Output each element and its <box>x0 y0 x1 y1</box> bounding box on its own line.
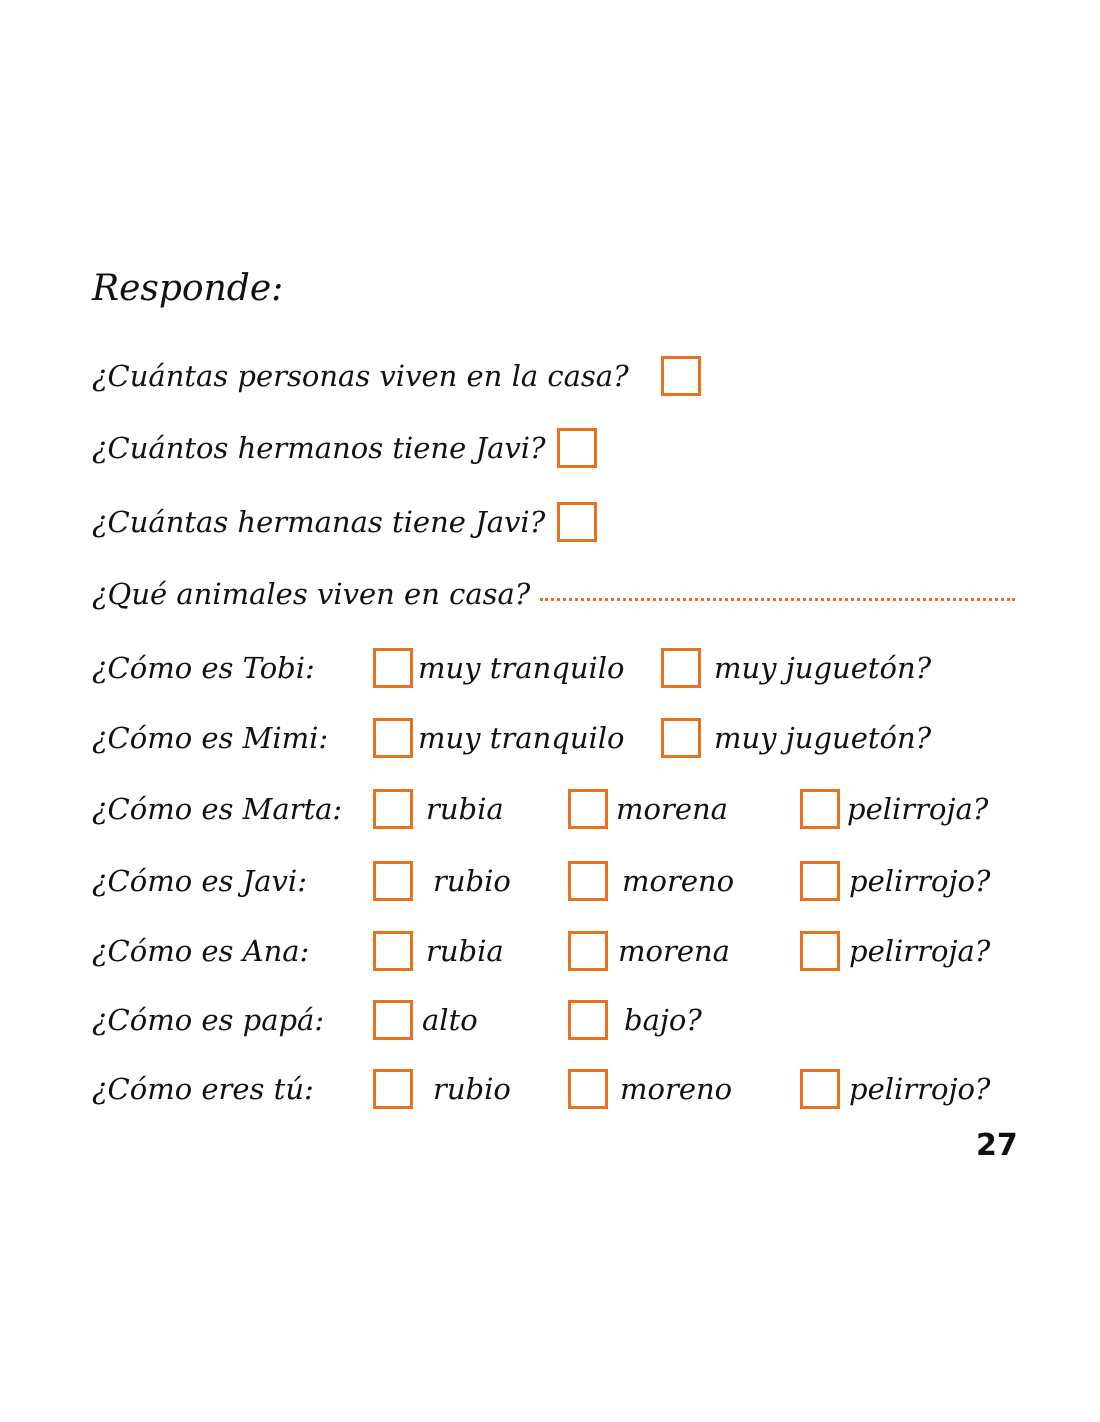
checkbox-ana-1[interactable] <box>373 931 413 971</box>
checkbox-papa-2[interactable] <box>568 1000 608 1040</box>
option-label-papa-2: bajo? <box>624 1003 702 1037</box>
question-animals: ¿Qué animales viven en casa? <box>92 577 531 611</box>
option-label-tu-3: pelirrojo? <box>849 1072 991 1106</box>
option-label-ana-3: pelirroja? <box>849 934 991 968</box>
checkbox-tobi-1[interactable] <box>373 648 413 688</box>
option-label-javi-1: rubio <box>433 864 511 898</box>
checkbox-papa-1[interactable] <box>373 1000 413 1040</box>
checkbox-javi-1[interactable] <box>373 861 413 901</box>
option-label-tu-1: rubio <box>433 1072 511 1106</box>
answer-box-brothers-count[interactable] <box>557 428 597 468</box>
checkbox-tu-2[interactable] <box>568 1069 608 1109</box>
option-label-marta-3: pelirroja? <box>847 792 989 826</box>
question-tu: ¿Cómo eres tú: <box>92 1072 314 1106</box>
checkbox-ana-2[interactable] <box>568 931 608 971</box>
checkbox-tu-3[interactable] <box>800 1069 840 1109</box>
checkbox-mimi-1[interactable] <box>373 718 413 758</box>
question-marta: ¿Cómo es Marta: <box>92 792 343 826</box>
option-label-marta-2: morena <box>616 792 728 826</box>
checkbox-mimi-2[interactable] <box>661 718 701 758</box>
checkbox-javi-3[interactable] <box>800 861 840 901</box>
option-label-marta-1: rubia <box>426 792 504 826</box>
page-number: 27 <box>976 1128 1018 1163</box>
question-people-count: ¿Cuántas personas viven en la casa? <box>92 359 629 393</box>
answer-box-sisters-count[interactable] <box>557 502 597 542</box>
question-javi: ¿Cómo es Javi: <box>92 864 307 898</box>
checkbox-tu-1[interactable] <box>373 1069 413 1109</box>
question-tobi: ¿Cómo es Tobi: <box>92 651 315 685</box>
checkbox-marta-3[interactable] <box>800 789 840 829</box>
question-mimi: ¿Cómo es Mimi: <box>92 721 329 755</box>
option-label-javi-3: pelirrojo? <box>849 864 991 898</box>
option-label-tobi-1: muy tranquilo <box>418 651 625 685</box>
option-label-tu-2: moreno <box>620 1072 733 1106</box>
checkbox-marta-2[interactable] <box>568 789 608 829</box>
option-label-tobi-2: muy juguetón? <box>714 651 932 685</box>
option-label-ana-2: morena <box>618 934 730 968</box>
checkbox-ana-3[interactable] <box>800 931 840 971</box>
option-label-mimi-2: muy juguetón? <box>714 721 932 755</box>
question-sisters-count: ¿Cuántas hermanas tiene Javi? <box>92 505 546 539</box>
heading: Responde: <box>92 268 284 309</box>
checkbox-javi-2[interactable] <box>568 861 608 901</box>
question-papa: ¿Cómo es papá: <box>92 1003 325 1037</box>
option-label-mimi-1: muy tranquilo <box>418 721 625 755</box>
checkbox-tobi-2[interactable] <box>661 648 701 688</box>
answer-box-people-count[interactable] <box>661 356 701 396</box>
checkbox-marta-1[interactable] <box>373 789 413 829</box>
option-label-papa-1: alto <box>422 1003 478 1037</box>
question-brothers-count: ¿Cuántos hermanos tiene Javi? <box>92 431 546 465</box>
option-label-javi-2: moreno <box>622 864 735 898</box>
option-label-ana-1: rubia <box>426 934 504 968</box>
answer-line-animals[interactable] <box>540 598 1015 601</box>
question-ana: ¿Cómo es Ana: <box>92 934 310 968</box>
